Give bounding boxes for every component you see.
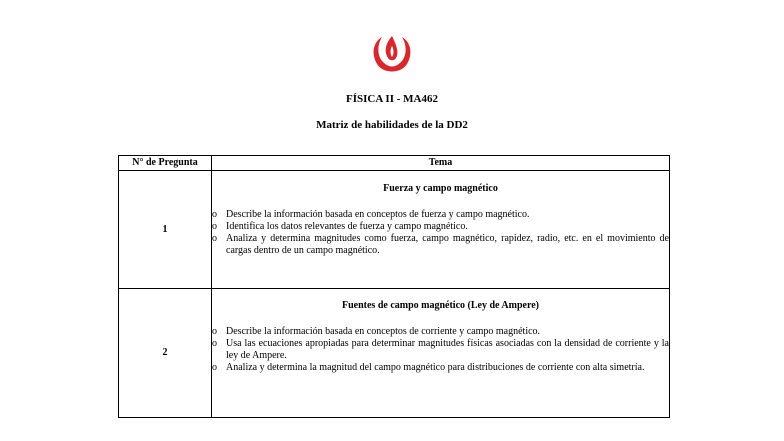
bullet-icon: o — [212, 233, 217, 244]
skill-text: Analiza y determina magnitudes como fuerza, campo magnético, rapidez, radio, etc. en el movimiento de cargas dentro de un campo magnético. — [226, 233, 669, 256]
topic-cell — [212, 289, 670, 418]
question-number: 1 — [119, 171, 212, 289]
list-item — [212, 209, 669, 221]
bullet-icon: o — [212, 338, 217, 349]
header-topic: Tema — [212, 156, 670, 171]
skills-list — [212, 209, 669, 257]
table-row — [119, 171, 670, 289]
skill-text: Describe la información basada en conceptos de fuerza y campo magnético. — [226, 209, 530, 220]
bullet-icon: o — [212, 362, 217, 373]
skill-text: Identifica los datos relevantes de fuerza y campo magnético. — [226, 221, 468, 232]
bullet-icon: o — [212, 326, 217, 337]
list-item — [212, 221, 669, 233]
bullet-icon: o — [212, 209, 217, 220]
question-number: 2 — [119, 289, 212, 418]
list-item — [212, 326, 669, 338]
document-title: FÍSICA II - MA462 — [346, 93, 438, 105]
topic-cell — [212, 171, 670, 289]
list-item — [212, 233, 669, 257]
skill-text: Describe la información basada en conceptos de corriente y campo magnético. — [226, 326, 541, 337]
list-item — [212, 362, 669, 374]
header-question-number: N° de Pregunta — [119, 156, 212, 171]
list-item — [212, 338, 669, 362]
topic-title: Fuerza y campo magnético — [383, 183, 498, 194]
skill-text: Analiza y determina la magnitud del campo magnético para distribuciones de corriente con alta simetría. — [226, 362, 645, 373]
upc-logo-icon — [370, 34, 414, 76]
document-subtitle: Matriz de habilidades de la DD2 — [316, 119, 468, 131]
topic-title: Fuentes de campo magnético (Ley de Ampere) — [341, 300, 539, 311]
skills-matrix-table — [118, 155, 670, 418]
skills-list — [212, 326, 669, 374]
table-row — [119, 289, 670, 418]
skill-text: Usa las ecuaciones apropiadas para determinar magnitudes físicas asociadas con la densidad de corriente y la ley de Ampere. — [226, 338, 669, 361]
bullet-icon: o — [212, 221, 217, 232]
table-header-row — [119, 156, 670, 171]
